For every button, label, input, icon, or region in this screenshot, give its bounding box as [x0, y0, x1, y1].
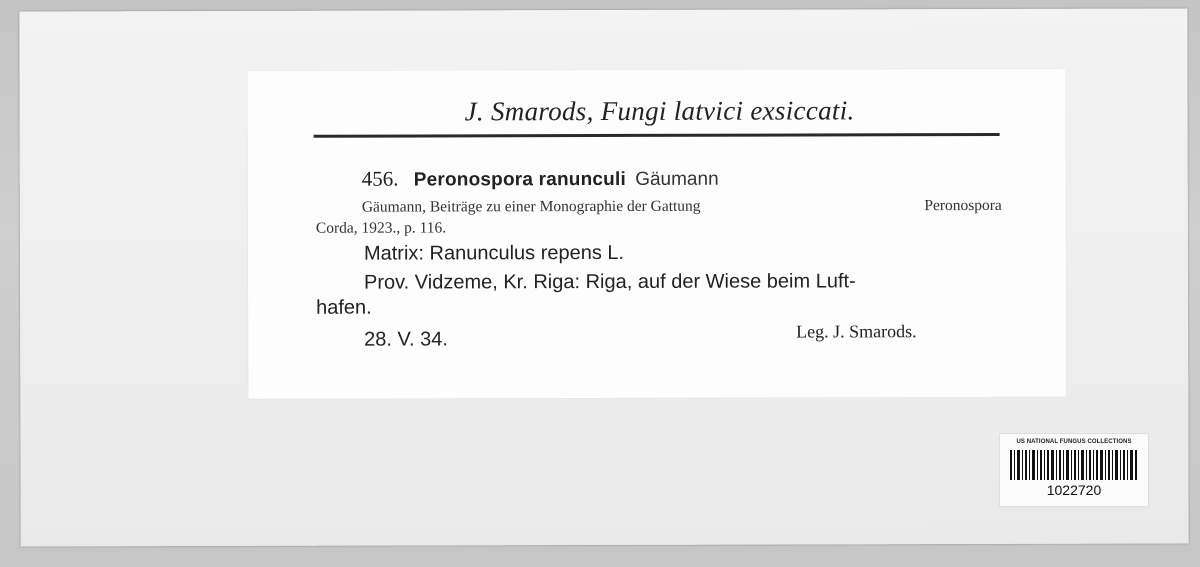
reference-line-2: Corda, 1923., p. 116.	[315, 219, 447, 237]
barcode-icon	[1010, 450, 1138, 480]
title-rule	[314, 133, 1000, 138]
reference-genus: Peronospora	[924, 196, 1002, 215]
locality	[316, 269, 1002, 321]
literature-reference	[316, 195, 1002, 239]
locality-line-2: hafen.	[316, 296, 372, 319]
species-name: Peronospora ranunculi	[413, 168, 626, 191]
collection-date: 28. V. 34.	[364, 328, 448, 351]
matrix-host: Matrix: Ranunculus repens L.	[363, 241, 625, 265]
entry-heading	[362, 166, 719, 192]
reference-line-1: Gäumann, Beiträge zu einer Monographie der Gattung	[361, 197, 701, 216]
locality-line-1: Prov. Vidzeme, Kr. Riga: Riga, auf der Wiese beim Luft-	[363, 270, 856, 294]
entry-number: 456.	[361, 166, 399, 191]
exsiccata-label	[247, 69, 1066, 399]
label-title: J. Smarods, Fungi latvici exsiccati.	[464, 95, 855, 127]
institution-name: US NATIONAL FUNGUS COLLECTIONS	[1016, 439, 1132, 445]
collector: Leg. J. Smarods.	[796, 321, 917, 342]
species-author: Gäumann	[635, 168, 719, 190]
barcode-label	[1000, 434, 1148, 506]
barcode-number: 1022720	[1046, 482, 1102, 498]
